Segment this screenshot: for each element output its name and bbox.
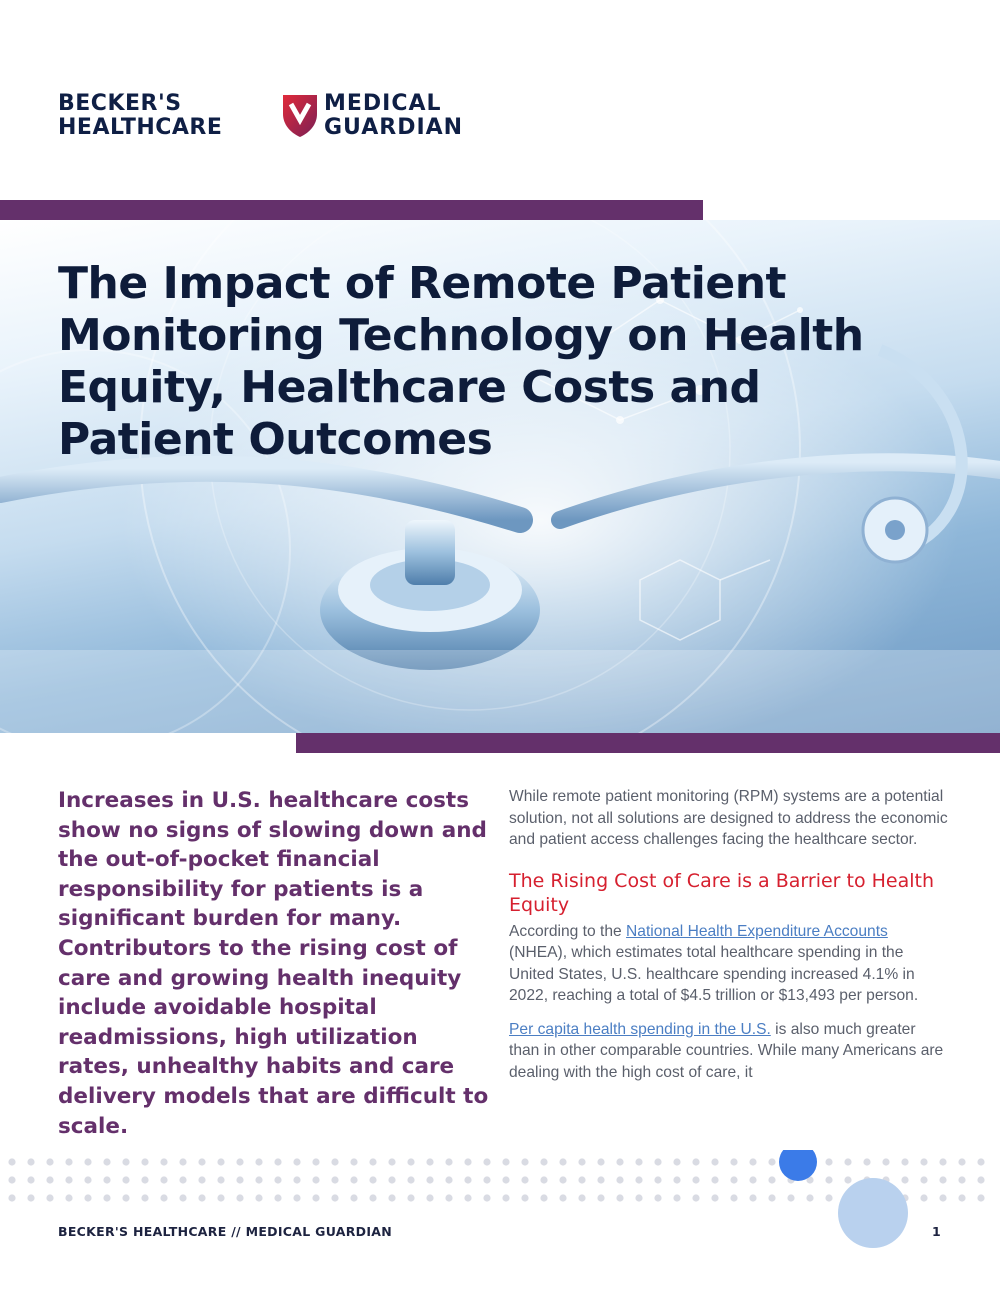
decor-dot bbox=[939, 1158, 946, 1165]
decor-dot bbox=[293, 1176, 300, 1183]
decor-dot bbox=[27, 1158, 34, 1165]
section-heading: The Rising Cost of Care is a Barrier to Health Equity bbox=[509, 869, 935, 916]
decor-dot bbox=[768, 1194, 775, 1201]
decor-dot bbox=[217, 1176, 224, 1183]
accent-bar-bottom bbox=[296, 733, 1000, 753]
decor-dot bbox=[749, 1176, 756, 1183]
nhea-link[interactable]: National Health Expenditure Accounts bbox=[626, 922, 888, 940]
decor-dot bbox=[578, 1194, 585, 1201]
decor-dot bbox=[825, 1176, 832, 1183]
decor-dot bbox=[578, 1158, 585, 1165]
decor-dot bbox=[920, 1176, 927, 1183]
decor-dot bbox=[312, 1176, 319, 1183]
decor-dot bbox=[635, 1158, 642, 1165]
decor-dot bbox=[388, 1158, 395, 1165]
decor-dot bbox=[407, 1194, 414, 1201]
decor-dot bbox=[502, 1176, 509, 1183]
decor-dot bbox=[578, 1176, 585, 1183]
decor-dot bbox=[407, 1176, 414, 1183]
decor-dot bbox=[84, 1194, 91, 1201]
decor-dot bbox=[711, 1158, 718, 1165]
decor-dot bbox=[559, 1158, 566, 1165]
decor-dot bbox=[274, 1176, 281, 1183]
per-capita-text-after: is also much greater than in other comparable countries. While many Americans are dealing with the high cost of care, it bbox=[509, 1020, 944, 1081]
lead-paragraph: Increases in U.S. healthcare costs show no signs of slowing down and the out-of-pocket financial responsibility for patients is a significant burden for many. Contributors to the rising cost of care and growing health inequity include avoidable hospital readmissions, high utilization rates, unhealthy habits and care delivery models that are difficult to scale. bbox=[58, 788, 489, 1139]
decor-dot bbox=[255, 1158, 262, 1165]
decor-dot bbox=[160, 1176, 167, 1183]
decor-dot bbox=[179, 1176, 186, 1183]
decor-dot bbox=[920, 1194, 927, 1201]
shield-icon bbox=[282, 94, 318, 138]
decor-dot bbox=[369, 1194, 376, 1201]
decor-dot bbox=[198, 1158, 205, 1165]
page-number: 1 bbox=[932, 1224, 941, 1239]
decor-dot bbox=[939, 1194, 946, 1201]
decor-dot bbox=[901, 1158, 908, 1165]
decor-dot bbox=[616, 1158, 623, 1165]
decor-dot bbox=[825, 1158, 832, 1165]
decor-dot bbox=[179, 1194, 186, 1201]
nhea-text-after: (NHEA), which estimates total healthcare spending in the United States, U.S. healthcare spending increased 4.1% in 2022, reaching a total of $4.5 trillion or $13,493 per person. bbox=[509, 944, 919, 1004]
decor-dot bbox=[540, 1194, 547, 1201]
decor-dot bbox=[122, 1194, 129, 1201]
decor-dot bbox=[825, 1194, 832, 1201]
decor-dot bbox=[369, 1176, 376, 1183]
decor-dot bbox=[844, 1158, 851, 1165]
decor-dot bbox=[863, 1158, 870, 1165]
decor-dot bbox=[65, 1158, 72, 1165]
decor-dot bbox=[46, 1158, 53, 1165]
decor-dot bbox=[844, 1176, 851, 1183]
page-title: The Impact of Remote Patient Monitoring Technology on Health Equity, Healthcare Costs and Patient Outcomes bbox=[58, 258, 864, 465]
decor-dot bbox=[8, 1176, 15, 1183]
decor-dot bbox=[768, 1158, 775, 1165]
decor-dot bbox=[768, 1176, 775, 1183]
decor-dot bbox=[445, 1158, 452, 1165]
decor-dot bbox=[616, 1194, 623, 1201]
decor-dot bbox=[445, 1194, 452, 1201]
decor-dot bbox=[882, 1158, 889, 1165]
footer-label: BECKER'S HEALTHCARE // MEDICAL GUARDIAN bbox=[58, 1224, 393, 1239]
decor-dot bbox=[236, 1194, 243, 1201]
beckers-healthcare-logo bbox=[58, 92, 222, 140]
intro-paragraph: While remote patient monitoring (RPM) systems are a potential solution, not all solutions are designed to address the economic and patient access challenges facing the healthcare sector. bbox=[509, 788, 948, 848]
decor-dot bbox=[46, 1194, 53, 1201]
medical-guardian-wordmark bbox=[324, 92, 463, 140]
decor-dot bbox=[787, 1194, 794, 1201]
decor-dot bbox=[65, 1176, 72, 1183]
decor-dot bbox=[654, 1194, 661, 1201]
decor-dot bbox=[350, 1158, 357, 1165]
decor-dot bbox=[977, 1176, 984, 1183]
decor-dot bbox=[217, 1194, 224, 1201]
decor-dot bbox=[8, 1194, 15, 1201]
decor-dot bbox=[84, 1158, 91, 1165]
decor-dot bbox=[749, 1158, 756, 1165]
decor-dot bbox=[350, 1176, 357, 1183]
decor-dot bbox=[331, 1176, 338, 1183]
nhea-text-before: According to the bbox=[509, 922, 627, 940]
dot-pattern-decoration bbox=[0, 1150, 1000, 1260]
decor-dot bbox=[502, 1194, 509, 1201]
decor-dot bbox=[958, 1176, 965, 1183]
decor-dot bbox=[293, 1158, 300, 1165]
decor-dot bbox=[654, 1158, 661, 1165]
decor-dot bbox=[597, 1194, 604, 1201]
decor-dot bbox=[312, 1194, 319, 1201]
decor-dot bbox=[483, 1194, 490, 1201]
decor-dot bbox=[46, 1176, 53, 1183]
decor-dot bbox=[977, 1158, 984, 1165]
decor-dot bbox=[958, 1158, 965, 1165]
decor-dot bbox=[160, 1158, 167, 1165]
decor-dot bbox=[103, 1176, 110, 1183]
decor-dot bbox=[920, 1158, 927, 1165]
decor-dot bbox=[559, 1194, 566, 1201]
decor-dot bbox=[730, 1176, 737, 1183]
decor-dot bbox=[388, 1176, 395, 1183]
decor-dot bbox=[597, 1158, 604, 1165]
beckers-logo-line2: HEALTHCARE bbox=[58, 115, 223, 140]
decor-dot bbox=[236, 1176, 243, 1183]
body-column bbox=[509, 786, 949, 1083]
decor-dot bbox=[388, 1194, 395, 1201]
per-capita-paragraph bbox=[509, 1019, 949, 1084]
decor-dot bbox=[692, 1158, 699, 1165]
decor-dot bbox=[521, 1158, 528, 1165]
decor-dot bbox=[103, 1194, 110, 1201]
decor-dot bbox=[616, 1176, 623, 1183]
decor-dot bbox=[217, 1158, 224, 1165]
decor-dot bbox=[369, 1158, 376, 1165]
decor-dot bbox=[673, 1194, 680, 1201]
decor-dot bbox=[730, 1158, 737, 1165]
decor-dot bbox=[255, 1194, 262, 1201]
nhea-paragraph bbox=[509, 921, 949, 1007]
decor-dot bbox=[179, 1158, 186, 1165]
decor-dot bbox=[426, 1194, 433, 1201]
decor-dot bbox=[806, 1194, 813, 1201]
per-capita-link[interactable]: Per capita health spending in the U.S. bbox=[509, 1020, 771, 1038]
decor-dot bbox=[502, 1158, 509, 1165]
decor-dot bbox=[597, 1176, 604, 1183]
decor-dot bbox=[426, 1158, 433, 1165]
decor-dot bbox=[293, 1194, 300, 1201]
decor-dot bbox=[122, 1176, 129, 1183]
medical-guardian-line1: MEDICAL bbox=[324, 91, 442, 116]
decor-dot bbox=[407, 1158, 414, 1165]
decor-dot bbox=[559, 1176, 566, 1183]
decor-dot bbox=[160, 1194, 167, 1201]
decor-dot bbox=[483, 1176, 490, 1183]
decor-dot bbox=[141, 1194, 148, 1201]
decor-dot bbox=[939, 1176, 946, 1183]
accent-bar-top bbox=[0, 200, 703, 220]
decor-dot bbox=[141, 1158, 148, 1165]
decor-dot bbox=[84, 1176, 91, 1183]
medical-guardian-line2: GUARDIAN bbox=[324, 115, 464, 140]
decor-dot bbox=[692, 1194, 699, 1201]
decor-dot bbox=[103, 1158, 110, 1165]
decor-dot bbox=[350, 1194, 357, 1201]
decor-dot bbox=[483, 1158, 490, 1165]
decor-dot bbox=[901, 1176, 908, 1183]
decor-dot bbox=[958, 1194, 965, 1201]
decor-dot bbox=[521, 1176, 528, 1183]
decor-dot bbox=[331, 1158, 338, 1165]
large-circle-decoration bbox=[838, 1178, 908, 1248]
decor-dot bbox=[711, 1176, 718, 1183]
decor-dot bbox=[521, 1194, 528, 1201]
decor-dot bbox=[27, 1194, 34, 1201]
decor-dot bbox=[673, 1176, 680, 1183]
decor-dot bbox=[8, 1158, 15, 1165]
decor-dot bbox=[711, 1194, 718, 1201]
decor-dot bbox=[141, 1176, 148, 1183]
decor-dot bbox=[464, 1176, 471, 1183]
decor-dot bbox=[274, 1158, 281, 1165]
decor-dot bbox=[464, 1194, 471, 1201]
blue-dot-decoration bbox=[779, 1150, 817, 1181]
decor-dot bbox=[654, 1176, 661, 1183]
decor-dot bbox=[540, 1158, 547, 1165]
decor-dot bbox=[274, 1194, 281, 1201]
decor-dot bbox=[540, 1176, 547, 1183]
decor-dot bbox=[255, 1176, 262, 1183]
decor-dot bbox=[692, 1176, 699, 1183]
decor-dot bbox=[312, 1158, 319, 1165]
decor-dot bbox=[122, 1158, 129, 1165]
decor-dot bbox=[635, 1176, 642, 1183]
decor-dot bbox=[27, 1176, 34, 1183]
decor-dot bbox=[65, 1194, 72, 1201]
decor-dot bbox=[730, 1194, 737, 1201]
logo-bar bbox=[58, 92, 558, 144]
decor-dot bbox=[236, 1158, 243, 1165]
decor-dot bbox=[198, 1176, 205, 1183]
decor-dot bbox=[331, 1194, 338, 1201]
decor-dot bbox=[635, 1194, 642, 1201]
decor-dot bbox=[977, 1194, 984, 1201]
decor-dot bbox=[673, 1158, 680, 1165]
decor-dot bbox=[445, 1176, 452, 1183]
beckers-logo-line1: BECKER'S bbox=[58, 91, 182, 116]
decor-dot bbox=[426, 1176, 433, 1183]
decor-dot bbox=[749, 1194, 756, 1201]
decor-dot bbox=[198, 1194, 205, 1201]
decor-dot bbox=[464, 1158, 471, 1165]
